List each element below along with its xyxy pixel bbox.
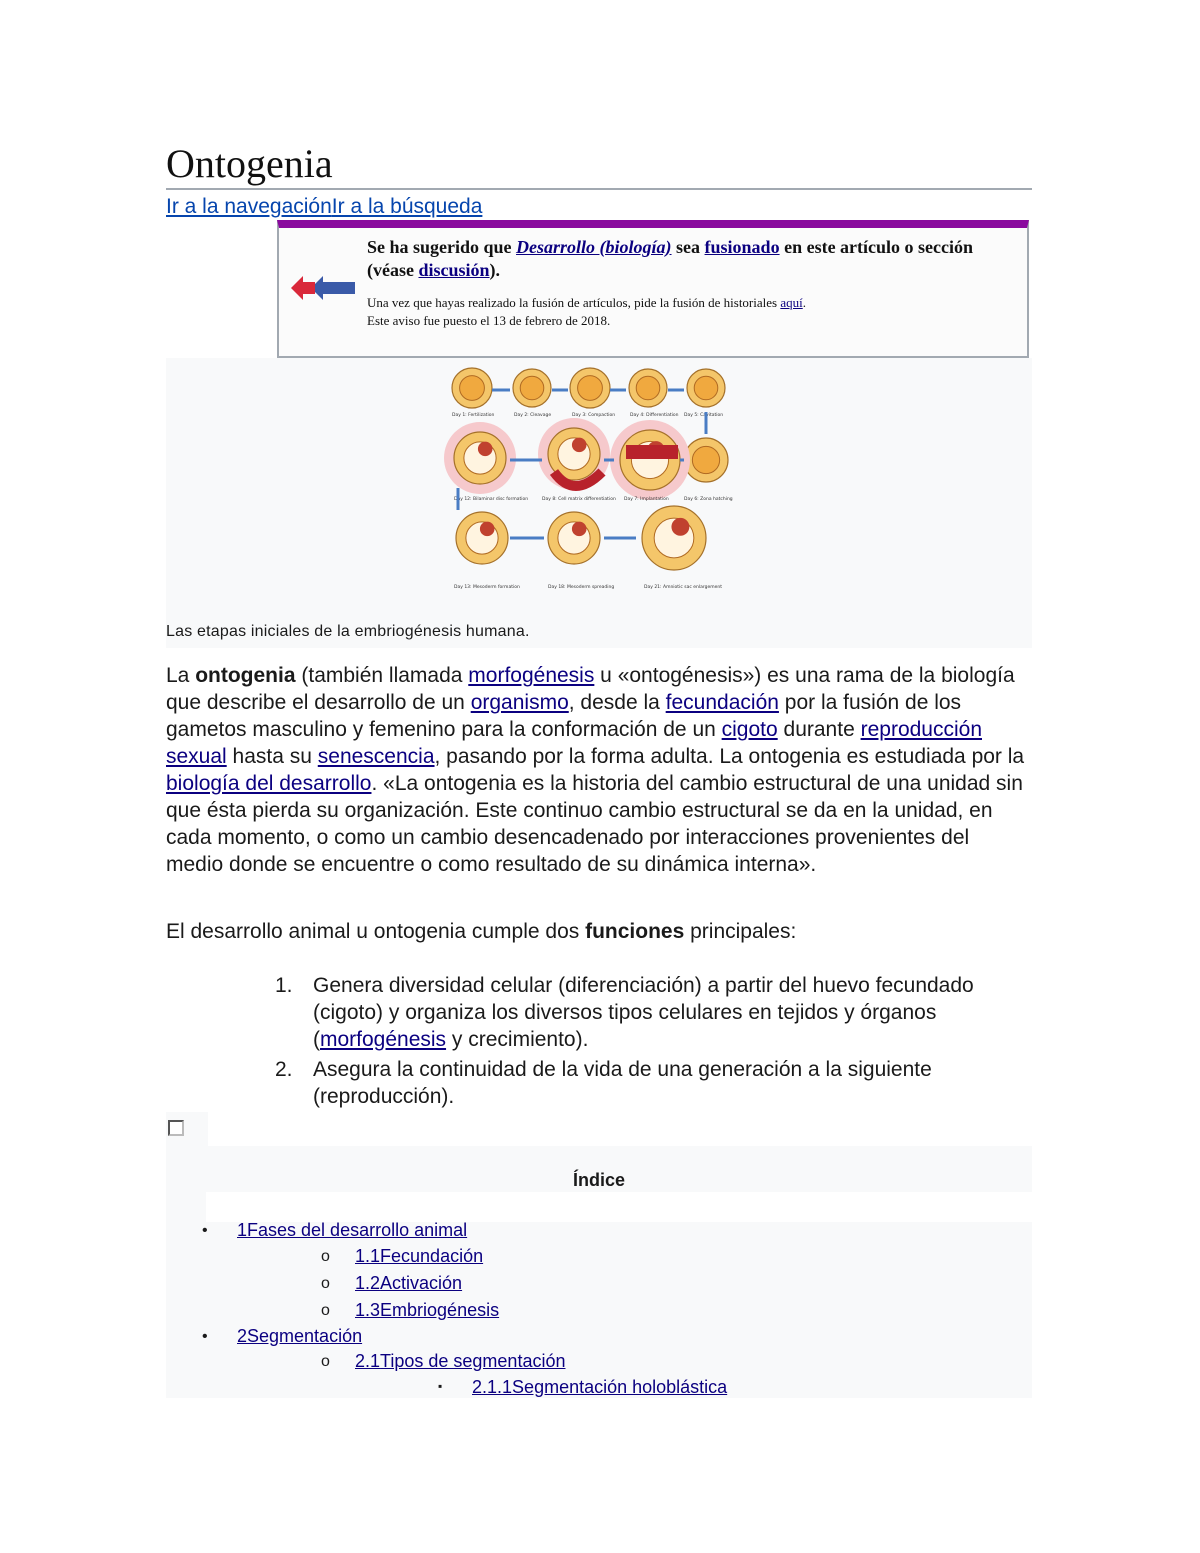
notice-small-text: Una vez que hayas realizado la fusión de artículos, pide la fusión de historiales aquí. Este aviso fue puesto el 13 de febrero de 2018. — [367, 295, 806, 328]
organismo-link[interactable]: organismo — [470, 691, 569, 714]
intro-paragraph: La ontogenia (también llamada morfogénesis u «ontogénesis») es una rama de la biología que describe el desarrollo de un organismo, desde la fecundación por la fusión de los gametos masculino y femenino para la conformación de un cigoto durante reproducción sexual hasta su senescencia, pasando por la forma adulta. La ontogenia es estudiada por la biología del desarrollo. «La ontogenia es la historia del cambio estructural de una unidad sin que ésta pierda su organización. Este continuo cambio estructural se da en la unidad, en cada momento, o como un cambio desencadenado por interacciones provenientes del medio donde se encuentre o como resultado de su dinámica interna». — [166, 664, 1025, 876]
jump-to-search-link[interactable]: Ir a la búsqueda — [331, 195, 483, 218]
table-of-contents: Índice • 1Fases del desarrollo animal o 1.1Fecundación o 1.2Activación o 1.3Embriogénesis • 2Segmentación o 2.1Tipos de segmentación ▪ 2.1.1Segmentación holoblástica — [166, 1112, 1032, 1398]
toc-item[interactable]: 1.3Embriogénesis — [355, 1300, 500, 1320]
toc-toggle-checkbox[interactable] — [168, 1120, 184, 1136]
cell-inner-mark — [460, 376, 485, 401]
jump-links — [166, 195, 482, 219]
aqui-link[interactable]: aquí — [780, 295, 803, 310]
cell-inner-mark — [636, 376, 660, 400]
toc-item[interactable]: 2.1Tipos de segmentación — [355, 1351, 566, 1371]
inner-mass-mark — [671, 518, 689, 536]
stage-label: Day 8: Cell matrix differentiation — [542, 497, 616, 502]
stage-label: Day 4: Differentiation — [630, 413, 679, 418]
inner-mass-mark — [478, 442, 493, 457]
embryogenesis-diagram[interactable] — [444, 360, 758, 608]
stage-label: Day 13: Mesoderm formation — [454, 585, 520, 590]
stage-label: Day 2: Cleavage — [514, 413, 552, 418]
cigoto-link[interactable]: cigoto — [721, 718, 778, 741]
stage-label: Day 12: Bilaminar disc formation — [454, 497, 529, 502]
toc-item[interactable]: 1Fases del desarrollo animal — [237, 1220, 468, 1240]
desarrollo-biologia-link[interactable]: Desarrollo (biología) — [516, 237, 672, 257]
page-title: Ontogenia — [166, 140, 1032, 190]
fusionado-link[interactable]: fusionado — [704, 237, 780, 257]
cell-inner-mark — [520, 376, 544, 400]
cell-inner-mark — [694, 376, 718, 400]
notice-main-text: Se ha sugerido que Desarrollo (biología) sea fusionado en este artículo o sección (véase discusión). — [367, 237, 974, 280]
list-item: 2. Asegura la continuidad de la vida de una generación a la siguiente (reproducción). — [275, 1058, 932, 1108]
toc-item[interactable]: 1.2Activación — [355, 1273, 463, 1293]
merge-notice-box — [277, 220, 1029, 358]
inner-mass-mark — [480, 522, 495, 537]
senescencia-link[interactable]: senescencia — [317, 745, 435, 768]
stage-label: Day 18: Mesoderm spreading — [548, 585, 615, 590]
list-item: 1. Genera diversidad celular (diferenciación) a partir del huevo fecundado (cigoto) y organiza los diversos tipos celulares en tejidos y órganos (morfogénesis y crecimiento). — [275, 974, 974, 1051]
stage-label: Day 21: Amniotic sac enlargement — [644, 585, 723, 590]
inner-mass-mark — [572, 522, 587, 537]
stage-label: Day 3: Compaction — [572, 413, 616, 418]
cell-inner-mark — [692, 446, 719, 473]
merge-arrow-icon — [289, 268, 359, 308]
toc-item[interactable]: 1.1Fecundación — [355, 1246, 484, 1266]
functions-paragraph: El desarrollo animal u ontogenia cumple dos funciones principales: — [166, 920, 797, 943]
functions-list — [275, 972, 1035, 1113]
morfogenesis-link[interactable]: morfogénesis — [468, 664, 595, 687]
discusion-link[interactable]: discusión — [418, 260, 490, 280]
cell-inner-mark — [578, 376, 603, 401]
fecundacion-link[interactable]: fecundación — [665, 691, 779, 714]
stage-label: Day 1: Fertilization — [452, 413, 495, 418]
jump-to-navigation-link[interactable]: Ir a la navegación — [166, 195, 332, 218]
stage-label: Day 7: Implantation — [624, 497, 669, 502]
figure-caption: Las etapas iniciales de la embriogénesis humana. — [166, 623, 530, 640]
embryogenesis-figure — [166, 358, 1032, 648]
toc-heading: Índice — [572, 1170, 625, 1190]
inner-mass-mark — [572, 438, 587, 453]
reproduccion-sexual-link[interactable]: reproducción sexual — [166, 718, 982, 768]
stage-label: Day 5: Cavitation — [684, 413, 724, 418]
morfogenesis-list-link[interactable]: morfogénesis — [320, 1028, 447, 1051]
toc-item[interactable]: 2Segmentación — [237, 1326, 363, 1346]
stage-label: Day 6: Zona hatching — [684, 497, 733, 502]
biologia-del-desarrollo-link[interactable]: biología del desarrollo — [166, 772, 372, 795]
toc-item[interactable]: 2.1.1Segmentación holoblástica — [472, 1377, 728, 1397]
